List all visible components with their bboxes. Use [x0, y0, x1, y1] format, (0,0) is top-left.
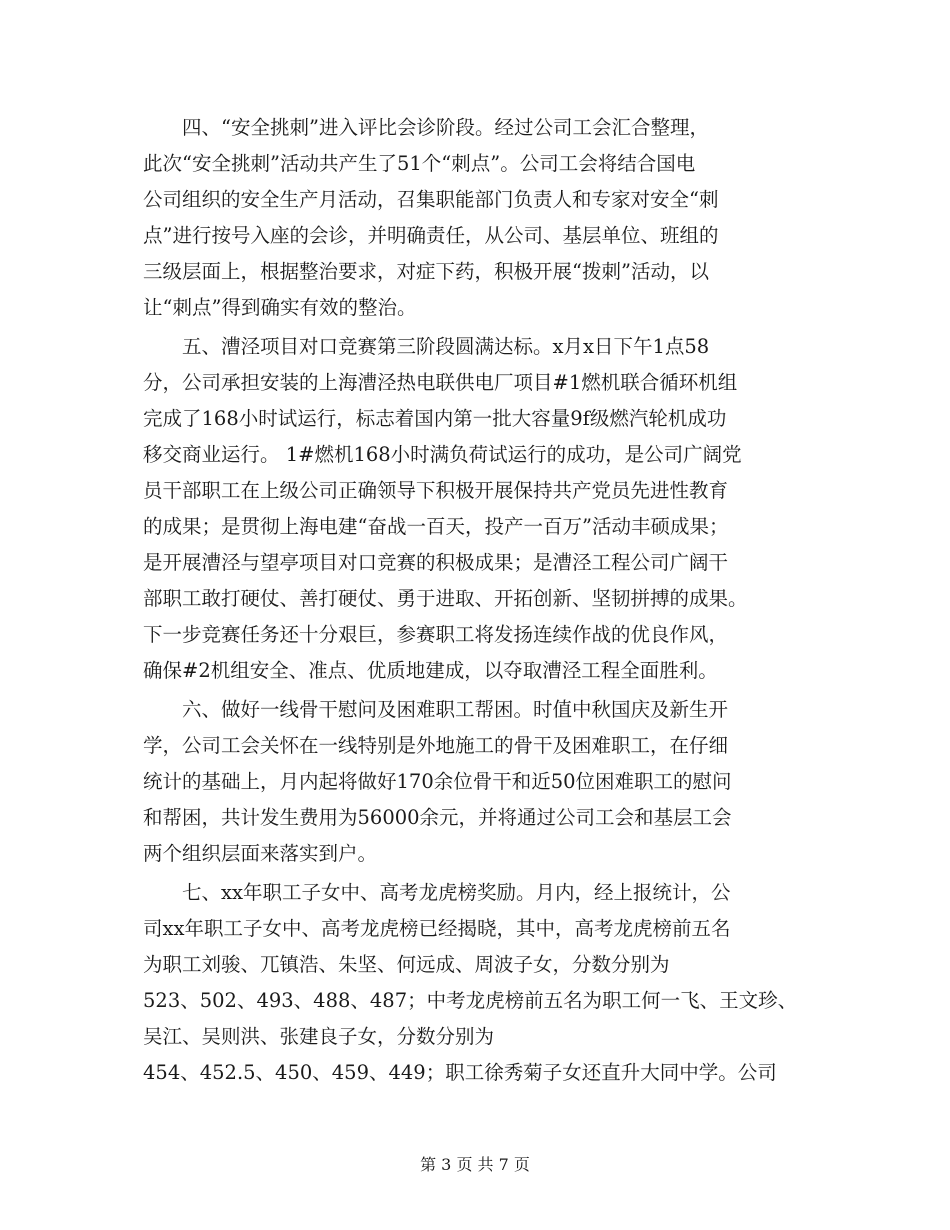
text-line: 让“刺点”得到确实有效的整治。: [143, 296, 417, 319]
text-line: 完成了168小时试运行，标志着国内第一批大容量9f级燃汽轮机成功: [143, 407, 727, 430]
text-line: 两个组织层面来落实到户。: [143, 842, 378, 865]
text-line: 统计的基础上，月内起将做好170余位骨干和近50位困难职工的慰问: [143, 770, 732, 793]
text-line: 是开展漕泾与望亭项目对口竞赛的积极成果；是漕泾工程公司广阔干: [143, 551, 729, 574]
text-line: 六、做好一线骨干慰问及困难职工帮困。时值中秋国庆及新生开: [143, 698, 729, 721]
text-line: 四、“安全挑刺”进入评比会诊阶段。经过公司工会汇合整理，: [143, 116, 709, 139]
text-line: 523、502、493、488、487；中考龙虎榜前五名为职工何一飞、王文珍、: [143, 989, 798, 1012]
text-line: 学，公司工会关怀在一线特别是外地施工的骨干及困难职工，在仔细: [143, 734, 729, 757]
text-line: 确保#2机组安全、准点、优质地建成，以夺取漕泾工程全面胜利。: [143, 659, 718, 682]
body-text: [143, 110, 813, 1091]
text-line: 部职工敢打硬仗、善打硬仗、勇于进取、开拓创新、坚韧拼搏的成果。: [143, 587, 748, 610]
text-line: 七、xx年职工子女中、高考龙虎榜奖励。月内，经上报统计，公: [143, 881, 731, 904]
text-line: 点”进行按号入座的会诊，并明确责任，从公司、基层单位、班组的: [143, 224, 719, 247]
text-line: 司xx年职工子女中、高考龙虎榜已经揭晓，其中，高考龙虎榜前五名: [143, 917, 731, 940]
text-line: 员干部职工在上级公司正确领导下积极开展保持共产党员先进性教育: [143, 479, 729, 502]
page-footer: [0, 1152, 950, 1175]
text-line: 五、漕泾项目对口竞赛第三阶段圆满达标。x月x日下午1点58: [143, 335, 710, 358]
text-line: 分，公司承担安装的上海漕泾热电联供电厂项目#1燃机联合循环机组: [143, 371, 738, 394]
text-line: 的成果；是贯彻上海电建“奋战一百天，投产一百万”活动丰硕成果；: [143, 515, 729, 538]
text-line: 此次“安全挑刺”活动共产生了51个“刺点”。公司工会将结合国电: [143, 152, 696, 175]
text-line: 为职工刘骏、兀镇浩、朱坚、何远成、周波子女，分数分别为: [143, 953, 670, 976]
text-line: 三级层面上，根据整治要求，对症下药，积极开展“拨刺”活动，以: [143, 260, 709, 283]
text-line: 公司组织的安全生产月活动，召集职能部门负责人和专家对安全“刺: [143, 188, 719, 211]
text-line: 和帮困，共计发生费用为56000余元，并将通过公司工会和基层工会: [143, 806, 732, 829]
text-line: 454、452.5、450、459、449；职工徐秀菊子女还直升大同中学。公司: [143, 1061, 777, 1084]
text-line: 吴江、吴则洪、张建良子女，分数分别为: [143, 1025, 495, 1048]
text-line: 移交商业运行。 1#燃机168小时满负荷试运行的成功，是公司广阔党: [143, 443, 742, 466]
text-line: 下一步竞赛任务还十分艰巨，参赛职工将发扬连续作战的优良作风，: [143, 623, 729, 646]
page-number: 第 3 页 共 7 页: [420, 1155, 530, 1174]
